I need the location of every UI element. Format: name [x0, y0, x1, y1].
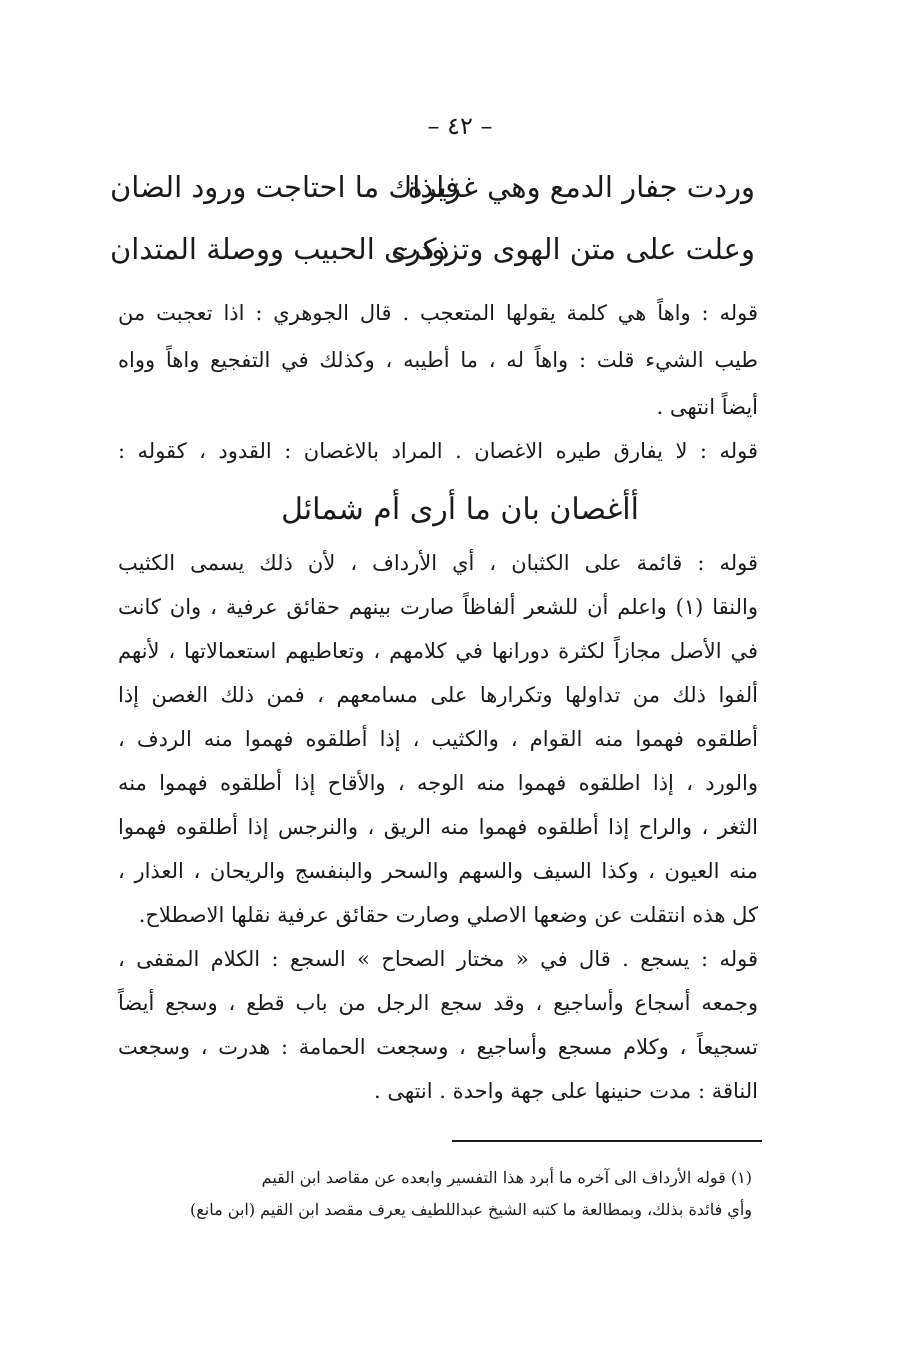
body-text-line: والنقا (١) واعلم أن للشعر ألفاظاً صارت بينهم حقائق عرفية ، وان كانت [118, 595, 758, 619]
verse-second-hemistich: ذكرى الحبيب ووصلة المتدان [110, 232, 450, 266]
body-text-line: الناقة : مدت حنينها على جهة واحدة . انتهى . [374, 1079, 758, 1103]
footnote-separator [452, 1140, 762, 1142]
body-text-line: طيب الشيء قلت : واهاً له ، ما أطيبه ، وكذلك في التفجيع واهاً وواه [118, 348, 758, 372]
body-text-line: في الأصل مجازاً لكثرة دورانها في كلامهم ، وتعاطيهم استعمالاتها ، لأنهم [118, 639, 758, 663]
footnote-line: وأي فائدة بذلك، وبمطالعة ما كتبه الشيخ عبداللطيف يعرف مقصد ابن القيم (ابن مانع) [190, 1200, 752, 1219]
body-text-line: قوله : لا يفارق طيره الاغصان . المراد بالاغصان : القدود ، كقوله : [118, 439, 758, 463]
body-text-line: ألفوا ذلك من تداولها وتكرارها على مسامعهم ، فمن ذلك الغصن إذا [118, 683, 758, 707]
verse-line [110, 170, 755, 214]
body-text-line: قوله : يسجع . قال في « مختار الصحاح » السجع : الكلام المقفى ، [118, 947, 758, 971]
body-text-line: الثغر ، والراح إذا أطلقوه فهموا منه الريق ، والنرجس إذا أطلقوه فهموا [118, 815, 758, 839]
body-text-line: وجمعه أسجاع وأساجيع ، وقد سجع الرجل من باب قطع ، وسجع أيضاً [118, 991, 758, 1015]
body-text-line: والورد ، إذا اطلقوه فهموا منه الوجه ، والأقاح إذا أطلقوه فهموا منه [118, 771, 758, 795]
body-text-line: تسجيعاً ، وكلام مسجع وأساجيع ، وسجعت الحمامة : هدرت ، وسجعت [118, 1035, 758, 1059]
page-number: – ٤٢ – [427, 112, 493, 140]
body-text-line: أطلقوه فهموا منه القوام ، والكثيب ، إذا أطلقوه فهموا منه الردف ، [118, 727, 758, 751]
body-text-line: قوله : واهاً هي كلمة يقولها المتعجب . قال الجوهري : اذا تعجبت من [118, 301, 758, 325]
verse-first-hemistich: وردت جفار الدمع وهي غزيرة [407, 170, 755, 204]
footnote-line: (١) قوله الأرداف الى آخره ما أبرد هذا التفسير وابعده عن مقاصد ابن القيم [261, 1168, 752, 1187]
verse-first-hemistich: وعلت على متن الهوى وتزودت [391, 232, 755, 266]
body-text-line: أيضاً انتهى . [656, 395, 758, 419]
body-text-line: كل هذه انتقلت عن وضعها الاصلي وصارت حقائق عرفية نقلها الاصطلاح. [138, 903, 758, 927]
body-text-line: منه العيون ، وكذا السيف والسهم والسحر والبنفسج والريحان ، العذار ، [118, 859, 758, 883]
quoted-verse: أأغصان بان ما أرى أم شمائل [281, 492, 639, 527]
verse-line [110, 232, 755, 276]
verse-second-hemistich: فلذاك ما احتاجت ورود الضان [110, 170, 459, 204]
body-text-line: قوله : قائمة على الكثبان ، أي الأرداف ، لأن ذلك يسمى الكثيب [118, 551, 758, 575]
